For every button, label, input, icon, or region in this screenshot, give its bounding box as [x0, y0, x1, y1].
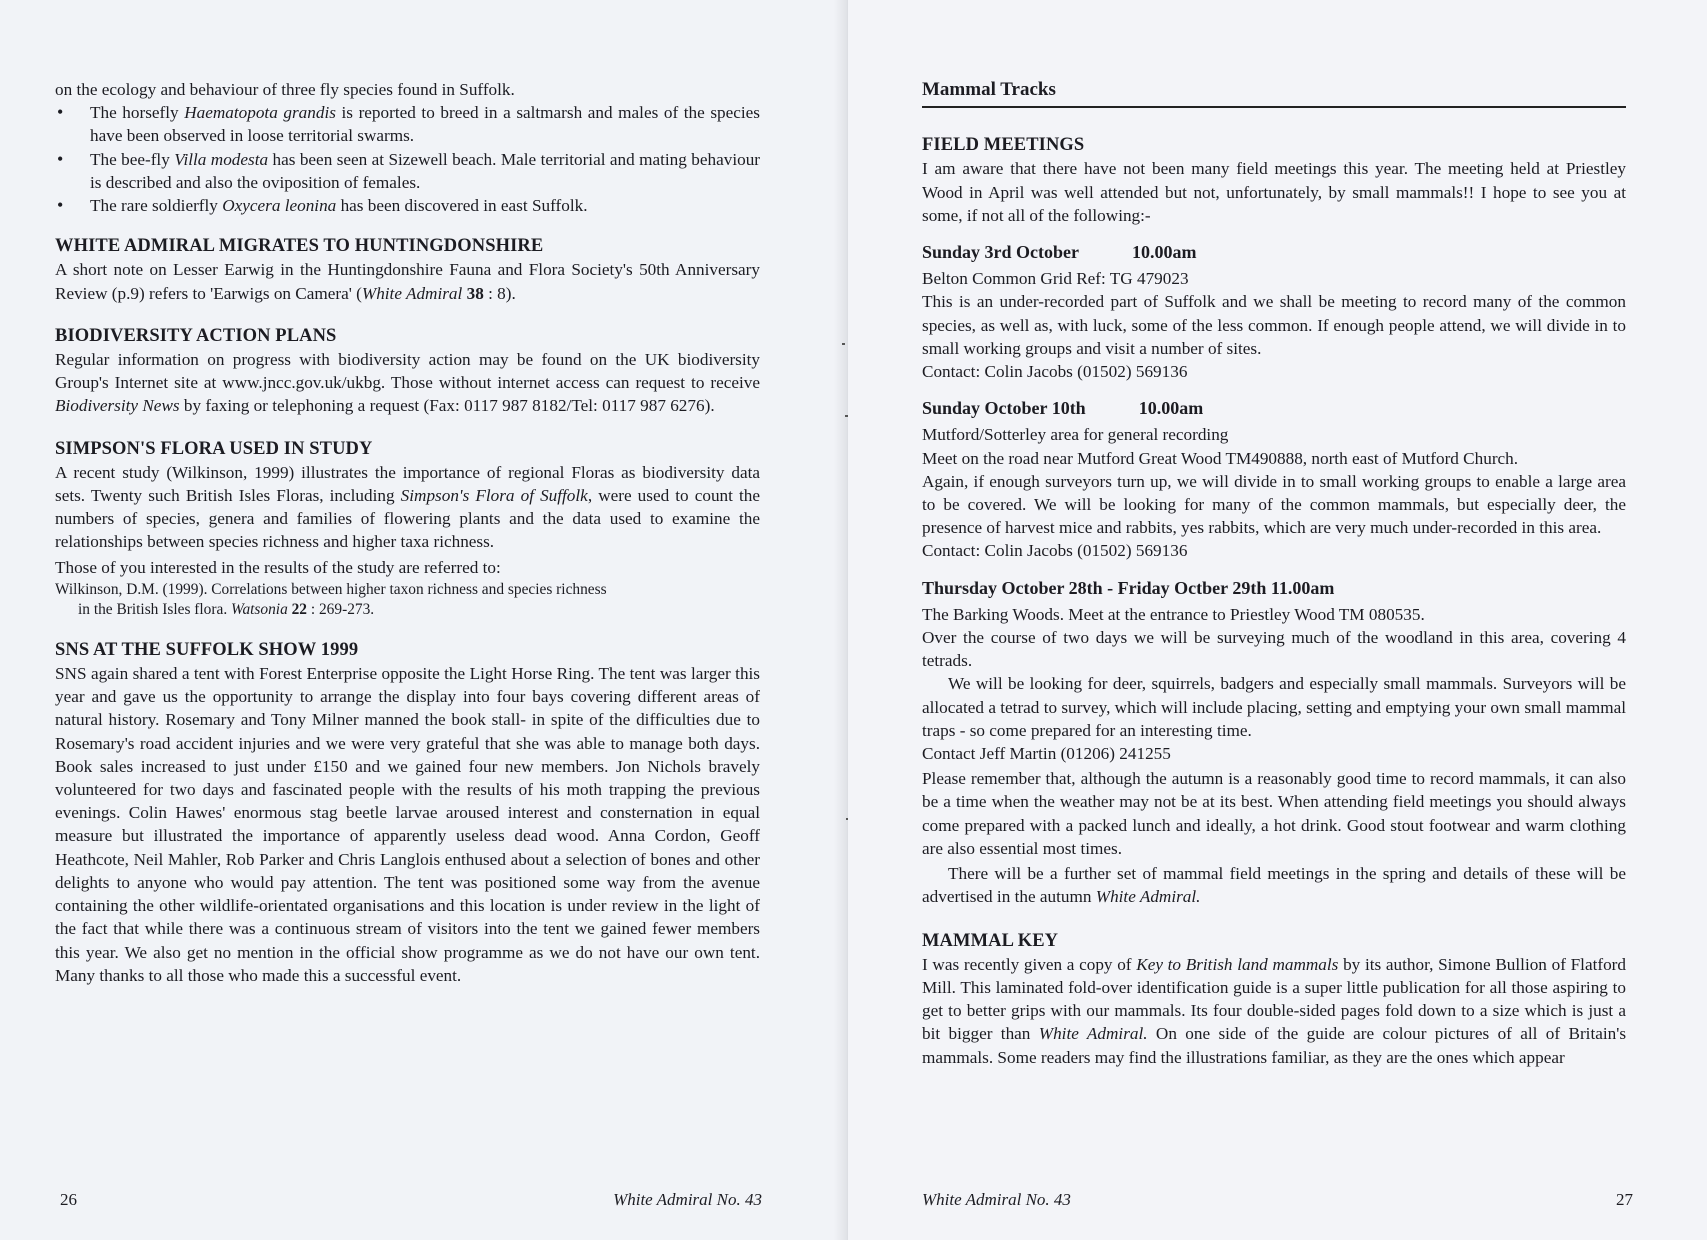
meeting-description-2: We will be looking for deer, squirrels, badgers and especially small mammals. Surveyors will be allocated a tetrad to survey, which will include placing, setting and emptying your own small mammal traps - so come prepared for an interesting time. — [922, 674, 1626, 740]
citation: Wilkinson, D.M. (1999). Correlations between higher taxon richness and species richness in the British Isles flora. Watsonia 22 : 269-273. — [55, 580, 607, 618]
meeting-description: Over the course of two days we will be surveying much of the woodland in this area, covering 4 tetrads. — [922, 628, 1626, 671]
section-mammal-key — [922, 930, 1626, 1069]
meeting-location: The Barking Woods. Meet at the entrance to Priestley Wood TM 080535. — [922, 604, 1425, 624]
meeting-contact: Contact: Colin Jacobs (01502) 569136 — [922, 541, 1188, 561]
crop-mark — [842, 343, 845, 345]
list-item: • The horsefly Haematopota grandis is reported to breed in a saltmarsh and males of the species have been observed in loose territorial swarms. — [55, 101, 760, 147]
list-item: • The rare soldierfly Oxycera leonina has been discovered in east Suffolk. — [55, 194, 760, 217]
page-26 — [0, 0, 848, 1240]
section-heading: WHITE ADMIRAL MIGRATES TO HUNTINGDONSHIRE — [55, 236, 544, 257]
list-item: • The bee-fly Villa modesta has been seen at Sizewell beach. Male territorial and mating behaviour is described and also the oviposition of females. — [55, 148, 760, 194]
section-body: A short note on Lesser Earwig in the Huntingdonshire Fauna and Flora Society's 50th Anniversary Review (p.9) refers to 'Earwigs on Camera' (White Admiral 38 : 8). — [55, 260, 760, 303]
section-body: Regular information on progress with biodiversity action may be found on the UK biodiversity Group's Internet site at www.jncc.gov.uk/ukbg. Those without internet access can request to receive Biodiversity News by faxing or telephoning a request (Fax: 0117 987 8182/Tel: 0117 987 6276). — [55, 350, 760, 416]
section-body: I am aware that there have not been many field meetings this year. The meeting held at Priestley Wood in April was well attended but not, unfortunately, by small mammals!! I hope to see you at some, if not all of the following:- — [922, 159, 1626, 225]
section-body: A recent study (Wilkinson, 1999) illustrates the importance of regional Floras as biodiversity data sets. Twenty such British Isles Floras, including Simpson's Flora of Suffolk, were used to count the numbers of species, genera and families of flowering plants and the data used to examine the relationships between species richness and higher taxa richness. — [55, 462, 760, 552]
meeting-contact: Contact Jeff Martin (01206) 241255 — [922, 744, 1171, 764]
meeting-location: Mutford/Sotterley area for general recording — [922, 425, 1229, 445]
section-heading: MAMMAL KEY — [922, 930, 1059, 951]
meeting-heading: Thursday October 28th - Friday Octber 29th 11.00am — [922, 577, 1335, 598]
meeting-point: Meet on the road near Mutford Great Wood TM490888, north east of Mutford Church. — [922, 448, 1519, 468]
page-27 — [848, 0, 1707, 1240]
section-heading: FIELD MEETINGS — [922, 135, 1085, 156]
meeting-description: Again, if enough surveyors turn up, we will divide in to small working groups to enable a large area to be covered. We will be looking for many of the common mammals, but especially deer, the presence of harvest mice and rabbits, yes rabbits, which are very much under-recorded in this area. — [922, 471, 1626, 538]
section-simpsons-flora — [55, 438, 760, 620]
section-white-admiral-migrates — [55, 235, 760, 305]
section-biodiversity-action-plans — [55, 325, 760, 418]
meeting-description: This is an under-recorded part of Suffolk and we shall be meeting to record many of the common species, as well as, with luck, some of the less common. If enough people attend, we will divide in to small working groups and visit a number of sites. — [922, 292, 1626, 358]
running-footer: White Admiral No. 43 — [613, 1190, 762, 1209]
fly-species-list — [55, 101, 760, 217]
spring-meetings-paragraph: There will be a further set of mammal field meetings in the spring and details of these will be advertised in the autumn White Admiral. — [922, 864, 1626, 907]
column-masthead: Mammal Tracks — [922, 78, 1626, 108]
section-body: SNS again shared a tent with Forest Enterprise opposite the Light Horse Ring. The tent was larger this year and gave us the opportunity to arrange the display into four bays covering different areas of natural history. Rosemary and Tony Milner manned the book stall- in spite of the difficulties due to Rosemary's road accident injuries and we were very grateful that she was able to manage both days. Book sales increased to just under £150 and we gained four new members. Jon Nichols bravely volunteered for two days and fascinated people with the results of his moth trapping the previous evenings. Colin Hawes' enormous stag beetle larvae aroused interest and consternation in equal measure but illustrated the importance of apparently useless dead wood. Anna Cordon, Geoff Heathcote, Neil Mahler, Rob Parker and Chris Langlois enthused about a selection of bones and other delights to anyone who would pay attention. The tent was positioned some way from the avenue containing the other wildlife-orientated organisations and this location is under review in the light of the fact that while there was a continuous stream of visitors into the tent we gained fewer members this year. We also get no mention in the official show programme as we do not have our own tent. Many thanks to all those who made this a successful event. — [55, 664, 760, 985]
reminder-paragraph: Please remember that, although the autumn is a reasonably good time to record mammals, it can also be a time when the weather may not be at its best. When attending field meetings you should always come prepared with a packed lunch and ideally, a hot drink. Good stout footwear and warm clothing are also essential most times. — [922, 769, 1626, 858]
section-suffolk-show — [55, 639, 760, 987]
meeting-mutford — [922, 397, 1626, 562]
page-number: 27 — [1616, 1190, 1633, 1209]
meeting-heading: Sunday October 10th 10.00am — [922, 398, 1204, 419]
section-heading: SNS AT THE SUFFOLK SHOW 1999 — [55, 639, 359, 660]
meeting-heading: Sunday 3rd October 10.00am — [922, 242, 1197, 263]
meeting-contact: Contact: Colin Jacobs (01502) 569136 — [922, 362, 1188, 382]
section-heading: SIMPSON'S FLORA USED IN STUDY — [55, 438, 373, 459]
section-field-meetings — [922, 134, 1626, 227]
left-column — [55, 78, 760, 987]
section-body-2: Those of you interested in the results of the study are referred to: — [55, 557, 501, 577]
meeting-barking-woods — [922, 577, 1626, 766]
intro-text: on the ecology and behaviour of three fly species found in Suffolk. — [55, 80, 515, 99]
right-column — [922, 78, 1626, 1069]
meeting-belton-common — [922, 241, 1626, 383]
running-footer: White Admiral No. 43 — [922, 1190, 1071, 1209]
section-body: I was recently given a copy of Key to British land mammals by its author, Simone Bullion of Flatford Mill. This laminated fold-over identification guide is a super little publication for all those aspiring to get to better grips with our mammals. Its four double-sided pages fold down to a size which is just a bit bigger than White Admiral. On one side of the guide are colour pictures of all of Britain's mammals. Some readers may find the illustrations familiar, as they are the ones which appear — [922, 954, 1627, 1067]
meeting-location: Belton Common Grid Ref: TG 479023 — [922, 269, 1189, 289]
page-number: 26 — [60, 1190, 77, 1209]
section-heading: BIODIVERSITY ACTION PLANS — [55, 325, 337, 346]
